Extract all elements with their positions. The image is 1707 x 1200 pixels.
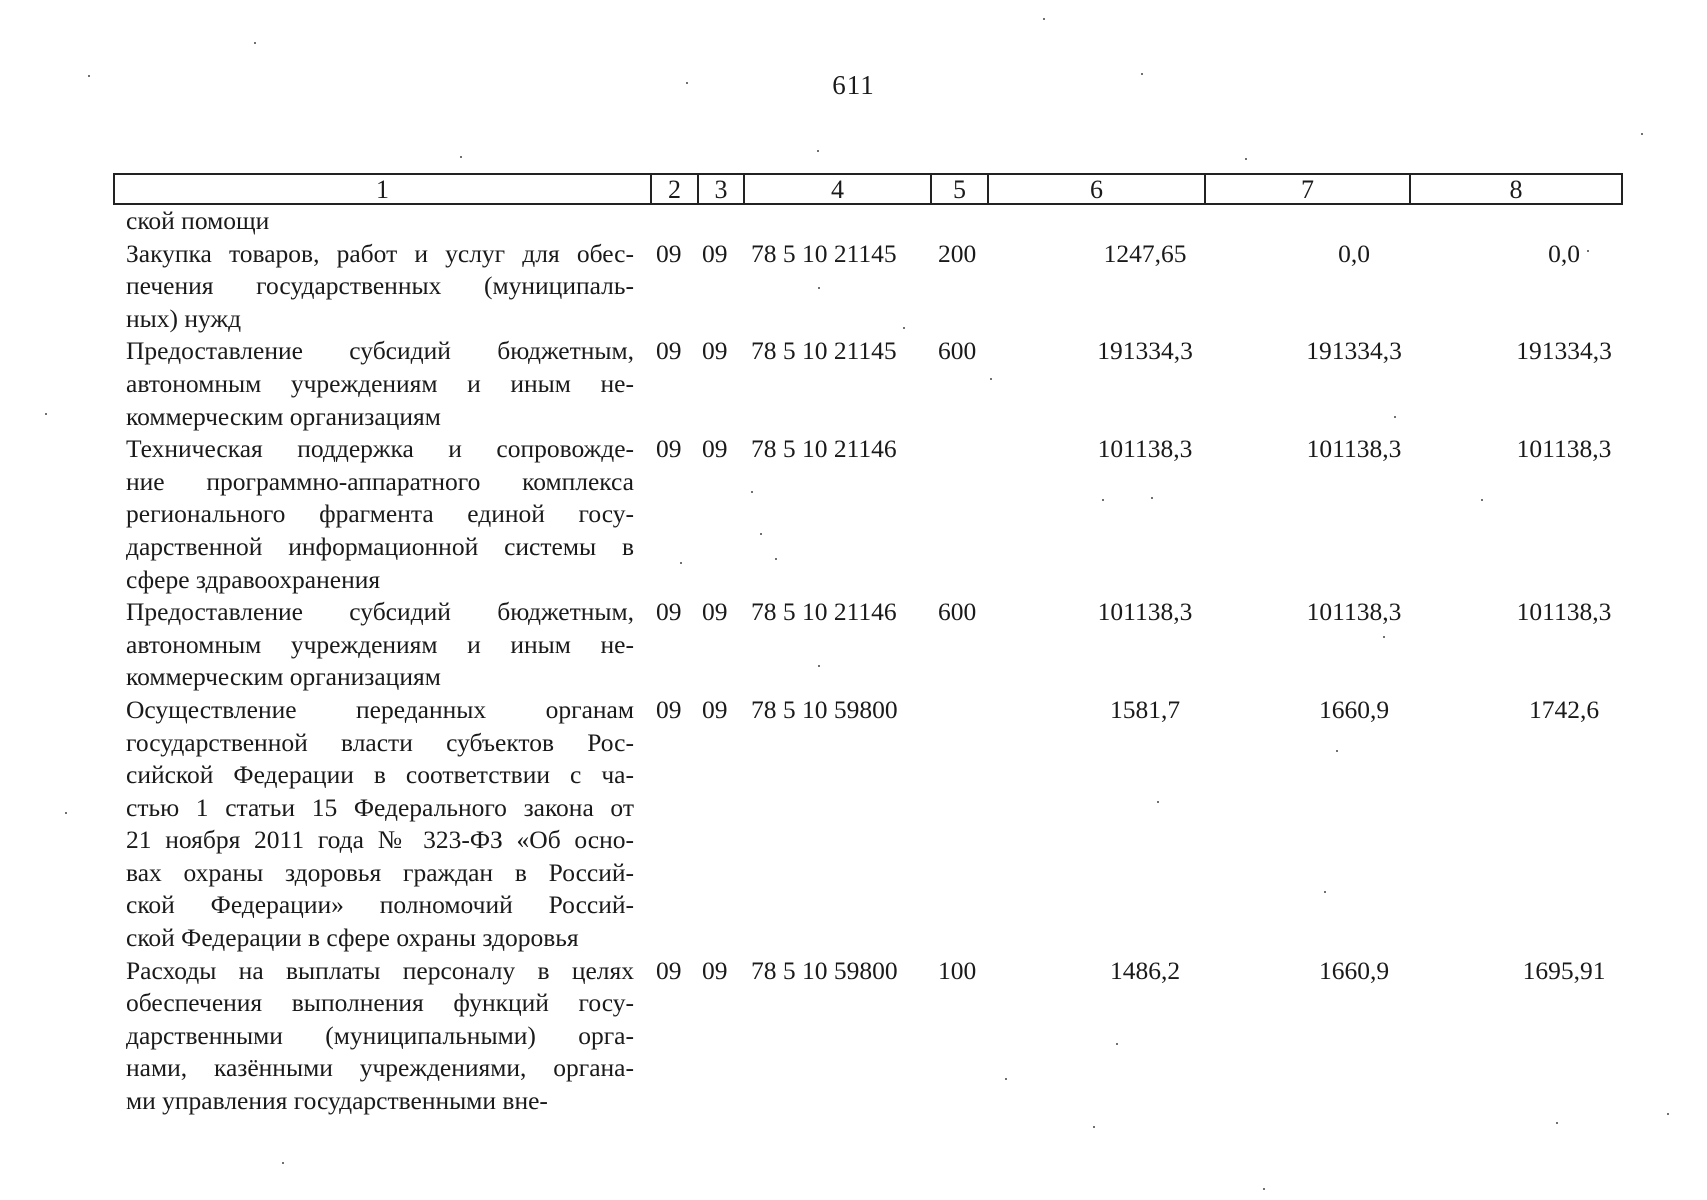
cell-col-6: 101138,3 <box>1097 597 1193 627</box>
cell-col-4: 78 5 10 21145 <box>751 238 897 268</box>
cell-col-7: 1660,9 <box>1318 955 1390 985</box>
cell-col-2: 09 <box>656 238 682 268</box>
cell-col-4: 78 5 10 21145 <box>751 336 897 366</box>
cell-col-2: 09 <box>656 336 682 366</box>
description-line: вах охраны здоровья граждан в Россий- <box>126 857 634 887</box>
description-line: ской Федерации» полномочий Россий- <box>126 890 634 920</box>
speck <box>1116 1043 1118 1045</box>
description-line: дарственной информационной системы в <box>126 531 634 561</box>
description-line: ние программно-аппаратного комплекса <box>126 466 634 496</box>
header-col-8: 8 <box>1509 175 1523 204</box>
speck <box>1667 1113 1669 1115</box>
speck <box>1587 250 1589 252</box>
row-description <box>126 238 634 336</box>
table-row <box>126 596 1626 694</box>
speck <box>760 533 762 535</box>
cell-col-4: 78 5 10 21146 <box>751 597 897 627</box>
cell-col-5: 200 <box>938 238 977 268</box>
cell-col-3: 09 <box>702 238 728 268</box>
speck <box>88 75 90 77</box>
speck <box>65 812 67 814</box>
description-line: Предоставление субсидий бюджетным, <box>126 597 634 627</box>
speck <box>680 562 682 564</box>
description-line: Предоставление субсидий бюджетным, <box>126 336 634 366</box>
cell-col-8: 101138,3 <box>1516 597 1612 627</box>
speck <box>460 156 462 158</box>
cell-col-8: 191334,3 <box>1516 336 1612 366</box>
cell-col-3: 09 <box>702 597 728 627</box>
description-line: стью 1 статьи 15 Федерального закона от <box>126 792 634 822</box>
speck <box>1263 1188 1265 1190</box>
cell-col-8: 101138,3 <box>1516 434 1612 464</box>
description-line: нами, казёнными учреждениями, органа- <box>126 1053 634 1083</box>
speck <box>254 42 256 44</box>
cell-col-3: 09 <box>702 955 728 985</box>
table-row <box>126 433 1626 596</box>
speck <box>1324 891 1326 893</box>
header-col-1: 1 <box>115 175 652 203</box>
cell-col-4: 78 5 10 21146 <box>751 434 897 464</box>
cell-col-7: 101138,3 <box>1306 597 1402 627</box>
cell-col-2: 09 <box>656 434 682 464</box>
description-line: регионального фрагмента единой госу- <box>126 499 634 529</box>
row-description <box>126 335 634 433</box>
row-description <box>126 433 634 596</box>
cell-col-8: 1695,91 <box>1522 955 1606 985</box>
description-line: государственной власти субъектов Рос- <box>126 727 634 757</box>
row-description <box>126 205 634 238</box>
cell-col-5: 600 <box>938 336 977 366</box>
header-col-2: 2 <box>652 175 699 203</box>
speck <box>1383 636 1385 638</box>
description-line: 21 ноября 2011 года № 323-ФЗ «Об осно- <box>126 825 634 855</box>
speck <box>282 1162 284 1164</box>
speck <box>45 413 47 415</box>
cell-col-8: 0,0 <box>1548 238 1580 268</box>
speck <box>1093 1126 1095 1128</box>
row-description <box>126 596 634 694</box>
page-number: 611 <box>832 70 875 100</box>
speck <box>990 378 992 380</box>
speck <box>1043 18 1045 20</box>
description-line: ных) нужд <box>126 303 242 333</box>
header-col-7: 7 <box>1206 175 1411 203</box>
description-line: Расходы на выплаты персоналу в целях <box>126 955 634 985</box>
speck <box>1556 1122 1558 1124</box>
speck <box>1394 416 1396 418</box>
cell-col-3: 09 <box>702 694 728 724</box>
cell-col-6: 191334,3 <box>1097 336 1193 366</box>
cell-col-7: 191334,3 <box>1306 336 1402 366</box>
speck <box>1141 73 1143 75</box>
description-line: сфере здравоохранения <box>126 564 381 594</box>
cell-col-6: 101138,3 <box>1097 434 1193 464</box>
description-line: сийской Федерации в соответствии с ча- <box>126 760 634 790</box>
cell-col-5: 100 <box>938 955 977 985</box>
cell-col-8: 1742,6 <box>1528 694 1600 724</box>
speck <box>751 491 753 493</box>
speck <box>1245 158 1247 160</box>
cell-col-5: 600 <box>938 597 977 627</box>
speck <box>1336 750 1338 752</box>
description-line: ской помощи <box>126 206 270 235</box>
table-row <box>126 205 1626 238</box>
cell-col-2: 09 <box>656 597 682 627</box>
table-header <box>113 173 1623 205</box>
table-body <box>126 205 1626 1118</box>
cell-col-6: 1247,65 <box>1103 238 1187 268</box>
description-line: дарственными (муниципальными) орга- <box>126 1020 634 1050</box>
description-line: коммерческим организациям <box>126 401 441 431</box>
speck <box>775 558 777 560</box>
cell-col-6: 1486,2 <box>1109 955 1181 985</box>
speck <box>686 82 688 84</box>
cell-col-3: 09 <box>702 434 728 464</box>
description-line: Осуществление переданных органам <box>126 694 634 724</box>
row-description <box>126 955 634 1118</box>
speck <box>903 327 905 329</box>
table-row <box>126 694 1626 955</box>
cell-col-2: 09 <box>656 955 682 985</box>
speck <box>1102 499 1104 501</box>
cell-col-2: 09 <box>656 694 682 724</box>
table-row <box>126 238 1626 336</box>
cell-col-4: 78 5 10 59800 <box>751 694 898 724</box>
description-line: коммерческим организациям <box>126 662 441 692</box>
table-row <box>126 335 1626 433</box>
speck <box>1641 133 1643 135</box>
header-col-4: 4 <box>745 175 932 203</box>
description-line: Закупка товаров, работ и услуг для обес- <box>126 238 634 268</box>
row-description <box>126 694 634 955</box>
table-row <box>126 955 1626 1118</box>
description-line: Техническая поддержка и сопровожде- <box>126 434 634 464</box>
cell-col-7: 0,0 <box>1338 238 1370 268</box>
header-col-6: 6 <box>989 175 1206 203</box>
cell-col-7: 1660,9 <box>1318 694 1390 724</box>
speck <box>818 665 820 667</box>
description-line: печения государственных (муниципаль- <box>126 271 634 301</box>
cell-col-3: 09 <box>702 336 728 366</box>
speck <box>1005 1078 1007 1080</box>
description-line: автономным учреждениям и иным не- <box>126 629 634 659</box>
speck <box>817 150 819 152</box>
cell-col-6: 1581,7 <box>1109 694 1181 724</box>
description-line: автономным учреждениям и иным не- <box>126 368 634 398</box>
description-line: ской Федерации в сфере охраны здоровья <box>126 923 579 953</box>
cell-col-7: 101138,3 <box>1306 434 1402 464</box>
speck <box>1157 801 1159 803</box>
description-line: обеспечения выполнения функций госу- <box>126 988 634 1018</box>
cell-col-4: 78 5 10 59800 <box>751 955 898 985</box>
description-line: ми управления государственными вне- <box>126 1086 548 1116</box>
speck <box>1481 499 1483 501</box>
header-col-5: 5 <box>932 175 989 203</box>
speck <box>818 287 820 289</box>
speck <box>1151 497 1153 499</box>
header-col-3: 3 <box>699 175 745 203</box>
